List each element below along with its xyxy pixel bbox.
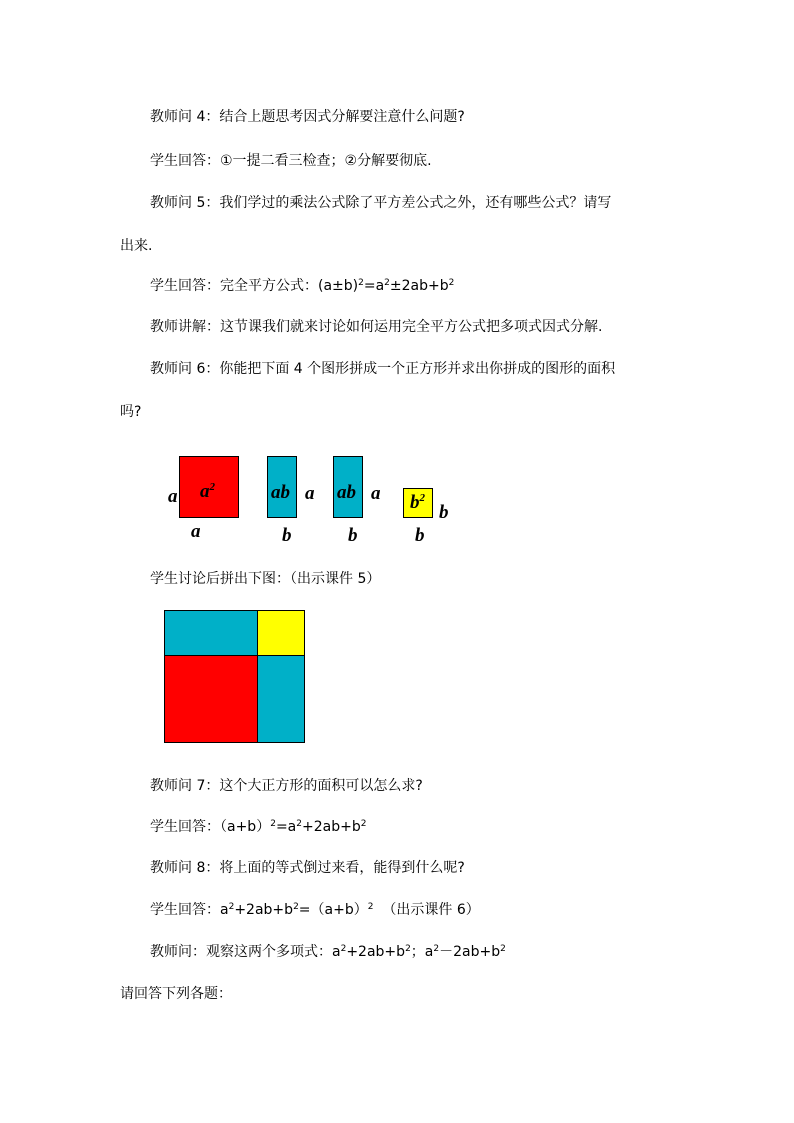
teacher-question-4: 教师问 4：结合上题思考因式分解要注意什么问题? [150,109,465,125]
teacher-question-6: 教师问 6：你能把下面 4 个图形拼成一个正方形并求出你拼成的图形的面积 [150,361,616,377]
square-b2 [403,488,433,518]
assembled-b2 [258,611,304,656]
student-discussion: 学生讨论后拼出下图：（出示课件 5） [150,571,381,587]
label-b-right: b [439,502,449,523]
label-a-left: a [168,486,178,507]
teacher-question-8: 教师问 8：将上面的等式倒过来看，能得到什么呢? [150,860,465,876]
student-answer-7: 学生回答：$(a+b)^2=a^2+2ab+b^2$ [150,819,367,835]
student-answer-4: 学生回答：①一提二看三检查；②分解要彻底. [150,153,432,169]
student-answer-8: 学生回答：$a^2+2ab+b^2=(a+b)^2$ （出示课件 6） [150,902,480,918]
assembled-square [164,610,305,743]
teacher-question-9: 教师问：观察这两个多项式：$a^2+2ab+b^2$；$a^2-2ab+b^2$ [150,944,506,960]
square-b2-label: $b^2$ [410,492,425,513]
assembled-a2 [165,656,258,742]
assembled-ab-right [258,656,304,742]
teacher-question-5: 教师问 5：我们学过的乘法公式除了平方差公式之外，还有哪些公式？请写 [150,195,612,211]
label-a-bottom: a [191,521,201,542]
teacher-question-5-cont: 出来. [120,238,153,254]
assembled-ab-top [165,611,258,656]
square-a2 [179,456,239,518]
teacher-question-6-cont: 吗? [120,404,142,420]
label-b-rect1: b [282,525,292,546]
rect-ab-1-label: ab [271,482,290,503]
teacher-question-7: 教师问 7：这个大正方形的面积可以怎么求? [150,778,423,794]
square-a2-label: $a^2$ [200,481,215,502]
rect-ab-1 [267,456,297,518]
student-answer-5: 学生回答：完全平方公式：$(a\pm b)^2=a^2\pm 2ab+b^2$ [150,278,455,294]
label-b-bottom: b [415,525,425,546]
rect-ab-2-label: ab [337,482,356,503]
label-a-rect2: a [371,483,381,504]
rect-ab-2 [333,456,363,518]
label-b-rect2: b [348,525,358,546]
label-a-rect1: a [305,483,315,504]
teacher-explanation: 教师讲解：这节课我们就来讨论如何运用完全平方公式把多项式因式分解. [150,319,603,335]
answer-prompt: 请回答下列各题： [120,986,232,1002]
